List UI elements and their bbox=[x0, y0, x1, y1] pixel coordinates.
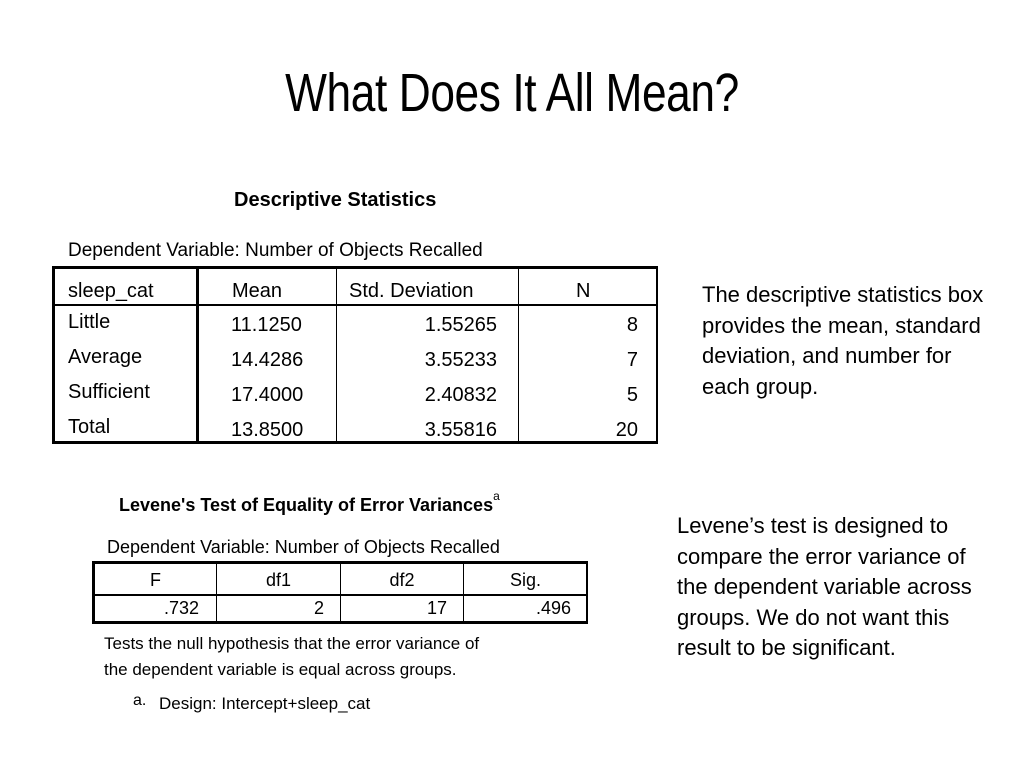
levene-test-table bbox=[92, 561, 588, 624]
levene-table-subtitle: Dependent Variable: Number of Objects Recalled bbox=[107, 537, 500, 557]
levene-explanation: Levene’s test is designed to compare the error variance of the dependent variable across groups. We do not want this result to be significant. bbox=[677, 513, 972, 660]
n-little: 8 bbox=[626, 314, 638, 336]
levene-footnote-a-marker: a. bbox=[133, 692, 147, 709]
descriptive-table-title: Descriptive Statistics bbox=[234, 189, 437, 211]
header-f: F bbox=[150, 570, 161, 590]
header-mean: Mean bbox=[232, 280, 283, 302]
column-divider bbox=[196, 269, 199, 441]
row-label-average: Average bbox=[68, 346, 143, 368]
levene-table-title bbox=[119, 489, 500, 516]
header-divider bbox=[55, 304, 657, 306]
levene-title-superscript: a bbox=[493, 489, 500, 503]
header-std-deviation: Std. Deviation bbox=[349, 280, 474, 302]
row-label-sufficient: Sufficient bbox=[68, 381, 150, 403]
slide-title: What Does It All Mean? bbox=[285, 63, 739, 123]
sd-little: 1.55265 bbox=[424, 314, 497, 336]
sd-average: 3.55233 bbox=[424, 349, 497, 371]
header-divider bbox=[95, 594, 587, 596]
header-df1: df1 bbox=[265, 570, 292, 590]
mean-sufficient: 17.4000 bbox=[231, 384, 304, 406]
header-df2: df2 bbox=[389, 570, 415, 590]
descriptive-statistics-table bbox=[52, 266, 658, 444]
header-sleep-cat: sleep_cat bbox=[68, 280, 154, 302]
mean-average: 14.4286 bbox=[231, 349, 304, 371]
value-df2: 17 bbox=[426, 598, 447, 618]
sd-sufficient: 2.40832 bbox=[424, 384, 497, 406]
levene-footnote-a-text: Design: Intercept+sleep_cat bbox=[159, 694, 371, 713]
descriptive-table-subtitle: Dependent Variable: Number of Objects Recalled bbox=[68, 240, 483, 261]
levene-footnote-line-2: the dependent variable is equal across groups. bbox=[104, 660, 457, 679]
value-f: .732 bbox=[163, 598, 199, 618]
value-sig: .496 bbox=[535, 598, 571, 618]
column-divider bbox=[518, 269, 519, 441]
n-average: 7 bbox=[626, 349, 638, 371]
descriptive-explanation: The descriptive statistics box provides the mean, standard deviation, and number for each group. bbox=[702, 282, 984, 399]
column-divider bbox=[336, 269, 337, 441]
header-n: N bbox=[576, 280, 591, 302]
sd-total: 3.55816 bbox=[424, 419, 497, 441]
levene-footnote-line-1: Tests the null hypothesis that the error variance of bbox=[104, 634, 480, 653]
value-df1: 2 bbox=[313, 598, 324, 618]
mean-total: 13.8500 bbox=[231, 419, 304, 441]
n-sufficient: 5 bbox=[626, 384, 638, 406]
n-total: 20 bbox=[615, 419, 638, 441]
mean-little: 11.1250 bbox=[231, 314, 302, 336]
row-label-total: Total bbox=[68, 416, 111, 438]
header-sig: Sig. bbox=[509, 570, 542, 590]
levene-title-text: Levene's Test of Equality of Error Variances bbox=[119, 495, 494, 515]
row-label-little: Little bbox=[68, 311, 111, 333]
